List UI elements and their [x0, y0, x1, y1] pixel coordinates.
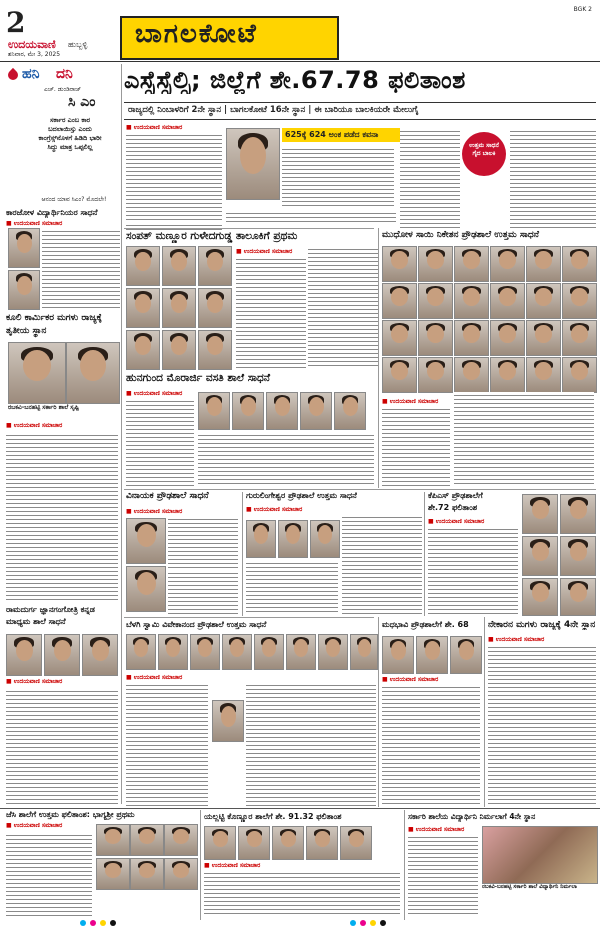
guru-photo-3	[310, 520, 340, 558]
yalatti-byline: ■ ಉದಯವಾಣಿ ಸಮಾಚಾರ	[204, 862, 261, 869]
hungund-photo-4	[300, 392, 332, 430]
kpes-photo-5	[522, 578, 558, 616]
mudhol-photo	[382, 320, 417, 356]
sampat-photo-4	[126, 288, 160, 328]
madhabhavi-photo-1	[382, 636, 414, 674]
belagi-photo-9	[212, 700, 244, 742]
region-label: ಹುಬ್ಬಳ್ಳಿ	[68, 40, 88, 49]
mudhol-body-1	[382, 406, 450, 486]
karajol-photo-2	[8, 270, 40, 310]
kavana-photo	[226, 128, 280, 200]
vinayak-rule	[124, 489, 596, 490]
sarkari-caption: ರಬಕವಿ-ಬನಹಟ್ಟಿ ಸರ್ಕಾರಿ ಶಾಲೆ ವಿದ್ಯಾರ್ಥಿನಿ ನಿರ್ಮಲಾ	[482, 884, 577, 890]
mudhol-photo	[454, 283, 489, 319]
ramadurg-body	[6, 688, 118, 806]
sampat-body-1	[236, 256, 306, 368]
jc-photo-1	[96, 824, 130, 856]
vinayak-heading: ವಿನಾಯಕ ಪ್ರೌಢಶಾಲೆ ಸಾಧನೆ	[126, 491, 209, 501]
reg-magenta	[90, 920, 96, 926]
mudhol-photo	[490, 246, 525, 282]
mudhol-photo	[562, 283, 597, 319]
mudhol-body-2	[454, 392, 594, 486]
hungund-body-2	[198, 432, 374, 486]
mudhol-photo	[418, 320, 453, 356]
honey-subtitle: ಸಿ ಎಂ	[68, 94, 96, 110]
sarkari-body	[408, 834, 478, 916]
belagi-photo-5	[254, 634, 284, 670]
mudhol-photo	[490, 283, 525, 319]
madhabhavi-byline: ■ ಉದಯವಾಣಿ ಸಮಾಚಾರ	[382, 676, 439, 683]
madhabhavi-rule	[378, 617, 379, 807]
jc-byline: ■ ಉದಯವಾಣಿ ಸಮಾಚಾರ	[6, 822, 63, 829]
vinayak-body-1	[168, 516, 238, 568]
vinayak-photo-1	[126, 518, 166, 564]
karajol-heading: ಕಾರಜೋಳ ವಿದ್ಯಾರ್ಥಿನಿಯರ ಸಾಧನೆ	[6, 208, 98, 217]
belagi-heading: ಬೆಳಗಿ ಸ್ವಾಮಿ ವಿವೇಕಾನಂದ ಪ್ರೌಢಶಾಲೆ ಉತ್ತಮ ಸಾಧನೆ	[126, 620, 267, 629]
madhabhavi-photo-2	[416, 636, 448, 674]
mudhol-photo	[562, 246, 597, 282]
belagi-photo-6	[286, 634, 316, 670]
strap-text: ರಾಜ್ಯದಲ್ಲಿ ನಿಂಬಾಳರಿಗೆ 2ನೇ ಸ್ಥಾನ | ಬಾಗಲಕೋಟೆ 16ನೇ ಸ್ಥಾನ | ಈ ಬಾರಿಯೂ ಬಾಲಕಿಯರೇ ಮೇಲುಗೈ	[128, 105, 419, 115]
vinayak-byline: ■ ಉದಯವಾಣಿ ಸಮಾಚಾರ	[126, 508, 183, 515]
sampat-photo-2	[162, 246, 196, 286]
hungund-byline: ■ ಉದಯವಾಣಿ ಸಮಾಚಾರ	[126, 390, 183, 397]
sampat-body-2	[308, 246, 378, 368]
sarkari-photo	[482, 826, 598, 884]
sampat-rule	[124, 228, 374, 229]
sampat-heading: ಸಂಪತ್ ಮಣ್ಣೂರ ಗುಳೇದಗುಡ್ಡ ತಾಲೂಕಿಗೆ ಪ್ರಥಮ	[126, 230, 298, 242]
top-body-bottom	[226, 210, 396, 224]
badge-text: ಉತ್ತಮ ಸಾಧನೆ ಗೈದ ಬಾಲಕಿ	[469, 142, 499, 157]
yalatti-heading: ಯಲ್ಲಟ್ಟಿ ಕೊಣ್ಣೂರ ಶಾಲೆಗೆ ಶೇ. 91.32 ಫಲಿತಾಂಶ	[204, 812, 342, 821]
guru-heading: ಗುರುಲಿಂಗೇಶ್ವರ ಪ್ರೌಢಶಾಲೆ ಉತ್ತಮ ಸಾಧನೆ	[246, 491, 357, 500]
reg-cyan-2	[350, 920, 356, 926]
jc-photo-3	[164, 824, 198, 856]
ramadurg-photo-2	[44, 634, 80, 676]
sampat-photo-9	[198, 330, 232, 370]
kooli-caption: ರಬಕವಿ-ಬನಹಟ್ಟಿ ಸರ್ಕಾರಿ ಶಾಲೆ ಸೃಷ್ಟಿ	[8, 404, 80, 411]
honey-verse: ಸರ್ಕಾರ ಎಂಬ ಕಾರ ಬದಲಾಯಿಸ್ತು ಎಂದು ಕಾಂಗ್ರೆಸ್ಸ್‌ನೊಳಗೆ ಹಿಡಿದಿ ಭಾರೀ ಸಿದ್ಧು ಮಾತ್ರ ಒಪ್ಪಲಿಲ್ಲ	[38, 116, 102, 151]
score-box	[282, 128, 400, 142]
mudhol-photo	[454, 246, 489, 282]
top-body-right2	[510, 128, 596, 228]
yalatti-photo-3	[272, 826, 304, 860]
nekar-body	[488, 644, 596, 806]
sarkari-heading: ಸರ್ಕಾರಿ ಶಾಲೆಯ ವಿದ್ಯಾರ್ಥಿನಿ ನಿರ್ಮಲಾಗೆ 4ನೇ ಸ್ಥಾನ	[408, 812, 536, 821]
top-body-right1	[400, 128, 460, 228]
sarkari-byline: ■ ಉದಯವಾಣಿ ಸಮಾಚಾರ	[408, 826, 465, 833]
sampat-photo-5	[162, 288, 196, 328]
mudhol-photo	[382, 283, 417, 319]
nekar-rule	[484, 617, 485, 807]
sampat-photo-8	[162, 330, 196, 370]
kpes-byline: ■ ಉದಯವಾಣಿ ಸಮಾಚಾರ	[428, 518, 485, 525]
honey-title: ಹನಿ	[22, 66, 40, 82]
madhabhavi-heading: ಮಧಭಾವಿ ಪ್ರೌಢಶಾಲೆಗೆ ಶೇ. 68	[382, 620, 469, 629]
jc-photo-5	[130, 858, 164, 890]
reg-cyan	[80, 920, 86, 926]
kooli-byline: ■ ಉದಯವಾಣಿ ಸಮಾಚಾರ	[6, 422, 63, 429]
belagi-body-2	[246, 682, 376, 806]
jc-photo-2	[130, 824, 164, 856]
drop-icon	[6, 68, 20, 82]
date-line: ಶನಿವಾರ, ಮೇ 3, 2025	[8, 51, 61, 58]
mudhol-photo	[526, 320, 561, 356]
jc-photo-6	[164, 858, 198, 890]
yalatti-photo-4	[306, 826, 338, 860]
honey-dani-logo	[4, 66, 114, 84]
mudhol-photo	[418, 283, 453, 319]
kooli-photo-1	[8, 342, 66, 404]
yalatti-rule	[200, 810, 201, 920]
yalatti-photo-1	[204, 826, 236, 860]
page-number: 2	[6, 6, 26, 39]
karajol-byline: ■ ಉದಯವಾಣಿ ಸಮಾಚಾರ	[6, 220, 63, 227]
kpes-rule	[424, 492, 425, 616]
mudhol-photo	[526, 357, 561, 393]
mudhol-photo	[454, 320, 489, 356]
belagi-photo-7	[318, 634, 348, 670]
mudhol-photo-grid	[382, 246, 596, 392]
hungund-photo-5	[334, 392, 366, 430]
nekar-heading: ನೇಕಾರನ ಮಗಳು ರಾಜ್ಯಕ್ಕೆ 4ನೇ ಸ್ಥಾನ	[488, 620, 596, 630]
sampat-photo-3	[198, 246, 232, 286]
ramadurg-photo-1	[6, 634, 42, 676]
score-text: 625ಕ್ಕೆ 624 ಅಂಕ ಪಡೆದ ಕವನಾ	[285, 130, 379, 139]
belagi-body-1	[126, 682, 208, 806]
honey-footer: ಆನಂದ ಯಾವ ಸಿಎಂ? ಮೊದಲೇ!	[41, 196, 107, 203]
mudhol-photo	[454, 357, 489, 393]
hungund-body-1	[126, 398, 194, 486]
masthead-rule	[0, 61, 600, 62]
belagi-byline: ■ ಉದಯವಾಣಿ ಸಮಾಚಾರ	[126, 674, 183, 681]
yalatti-photo-2	[238, 826, 270, 860]
mudhol-heading: ಮುಧೋಳ ಸಾಯಿ ನಿಕೇತನ ಪ್ರೌಢಶಾಲೆ ಉತ್ತಮ ಸಾಧನೆ	[382, 230, 539, 240]
kpes-photo-6	[560, 578, 596, 616]
mudhol-photo	[418, 246, 453, 282]
kpes-photo-3	[522, 536, 558, 576]
left-column-rule	[121, 64, 122, 804]
vinayak-photo-2	[126, 566, 166, 612]
karajol-photo-1	[8, 228, 40, 268]
kpes-body	[428, 526, 518, 614]
belagi-photo-3	[190, 634, 220, 670]
reg-yellow-2	[370, 920, 376, 926]
reg-magenta-2	[360, 920, 366, 926]
sampat-photo-6	[198, 288, 232, 328]
top-body-left	[126, 132, 222, 220]
karajol-body	[42, 228, 120, 308]
mudhol-byline: ■ ಉದಯವಾಣಿ ಸಮಾಚಾರ	[382, 398, 439, 405]
hungund-photo-1	[198, 392, 230, 430]
madhabhavi-photo-3	[450, 636, 482, 674]
vinayak-body-2	[168, 570, 238, 614]
mudhol-photo	[562, 320, 597, 356]
reg-black	[110, 920, 116, 926]
guru-body-2	[246, 560, 338, 614]
sampat-photo-7	[126, 330, 160, 370]
guru-rule	[242, 492, 243, 616]
reg-black-2	[380, 920, 386, 926]
mudhol-photo	[382, 357, 417, 393]
bottom-rule	[0, 808, 600, 809]
masthead	[0, 0, 600, 60]
belagi-photo-2	[158, 634, 188, 670]
main-headline: ಎಸ್ಸೆಸ್ಸೆಲ್ಸಿ; ಜಿಲ್ಲೆಗೆ ಶೇ.67.78 ಫಲಿತಾಂಶ	[124, 66, 466, 94]
ramadurg-byline: ■ ಉದಯವಾಣಿ ಸಮಾಚಾರ	[6, 678, 63, 685]
edition-tag: BGK 2	[573, 6, 592, 13]
district-title: ಬಾಗಲಕೋಟೆ	[135, 19, 258, 49]
yalatti-photo-5	[340, 826, 372, 860]
honey-author: ಎಚ್. ಡುಂಡಿರಾಜ್	[44, 86, 82, 93]
yalatti-body	[204, 870, 400, 916]
sarkari-rule	[404, 810, 405, 920]
madhabhavi-body	[382, 684, 480, 806]
hungund-photo-3	[266, 392, 298, 430]
guru-photo-2	[278, 520, 308, 558]
ramadurg-photo-3	[82, 634, 118, 676]
kpes-photo-1	[522, 494, 558, 534]
jc-body	[6, 832, 92, 918]
hungund-heading: ಹುನಗುಂದ ಮೊರಾರ್ಜಿ ವಸತಿ ಶಾಲೆ ಸಾಧನೆ	[126, 372, 271, 384]
ramadurg-heading: ರಾಮದುರ್ಗ ಜ್ಞಾನಗಂಗೋತ್ರಿ ಕನ್ನಡ ಮಾಧ್ಯಮ ಶಾಲೆ ಸಾಧನೆ	[6, 605, 95, 626]
kpes-heading-1: ಕೆಪಿಎಸ್ ಪ್ರೌಢಶಾಲೆಗೆ	[428, 491, 483, 500]
mudhol-photo	[490, 357, 525, 393]
kooli-heading: ಕೂಲಿ ಕಾರ್ಮಿಕರ ಮಗಳು ರಾಜ್ಯಕ್ಕೆ ತೃತೀಯ ಸ್ಥಾನ	[6, 313, 102, 336]
belagi-photo-4	[222, 634, 252, 670]
mudhol-rule	[378, 228, 379, 488]
newspaper-name: ಉದಯವಾಣಿ	[8, 38, 56, 51]
mudhol-photo	[526, 283, 561, 319]
sampat-photo-1	[126, 246, 160, 286]
guru-byline: ■ ಉದಯವಾಣಿ ಸಮಾಚಾರ	[246, 506, 303, 513]
registration-marks	[0, 918, 600, 928]
jc-photo-4	[96, 858, 130, 890]
kpes-heading-2: ಶೇ.72 ಫಲಿತಾಂಶ	[428, 503, 478, 512]
top-body-center	[282, 146, 394, 206]
kooli-photo-2	[66, 342, 120, 404]
sampat-byline: ■ ಉದಯವಾಣಿ ಸಮಾಚಾರ	[236, 248, 293, 255]
top-byline: ■ ಉದಯವಾಣಿ ಸಮಾಚಾರ	[126, 124, 183, 131]
mudhol-photo	[562, 357, 597, 393]
belagi-photo-8	[350, 634, 378, 670]
belagi-rule	[124, 617, 374, 618]
jc-heading: ಜೆಸಿ ಶಾಲೆಗೆ ಉತ್ತಮ ಫಲಿತಾಂಶ: ಭಾಗ್ಯಶ್ರೀ ಪ್ರಥಮ	[6, 810, 135, 819]
mudhol-photo	[526, 246, 561, 282]
kooli-body	[6, 432, 118, 602]
kpes-photo-4	[560, 536, 596, 576]
guru-body-1	[342, 514, 422, 614]
guru-photo-1	[246, 520, 276, 558]
nekar-byline: ■ ಉದಯವಾಣಿ ಸಮಾಚಾರ	[488, 636, 545, 643]
reg-yellow	[100, 920, 106, 926]
dani-title: ದನಿ	[56, 66, 73, 82]
headline-strap	[124, 102, 596, 120]
hungund-photo-2	[232, 392, 264, 430]
belagi-photo-1	[126, 634, 156, 670]
kpes-photo-2	[560, 494, 596, 534]
mudhol-photo	[490, 320, 525, 356]
mudhol-photo	[418, 357, 453, 393]
mudhol-photo	[382, 246, 417, 282]
